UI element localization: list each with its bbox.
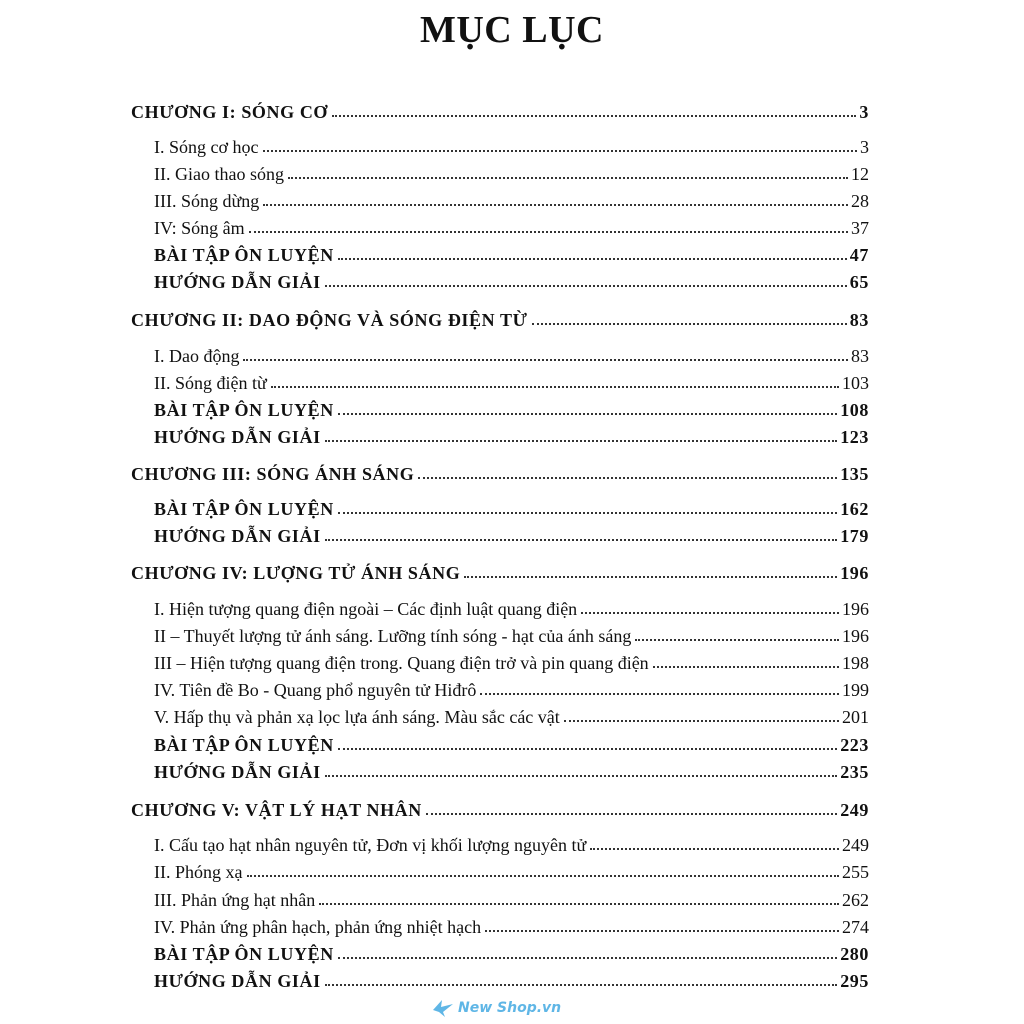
toc-page-number: 223 <box>840 735 869 755</box>
dot-leader <box>581 612 839 614</box>
toc-exercise-row[interactable] <box>154 396 869 420</box>
toc-section-row[interactable] <box>154 913 869 937</box>
toc-exercise-row[interactable] <box>154 495 869 519</box>
toc-entry-title: BÀI TẬP ÔN LUYỆN <box>154 944 334 964</box>
dot-leader <box>418 477 837 479</box>
toc-page-number: 274 <box>842 917 869 937</box>
toc-section-row[interactable] <box>154 133 869 157</box>
dot-leader <box>247 875 840 877</box>
toc-entry-title: HƯỚNG DẪN GIẢI <box>154 427 321 447</box>
dot-leader <box>590 848 839 850</box>
dot-leader <box>564 720 839 722</box>
dot-leader <box>532 323 847 325</box>
toc-entry-title: CHƯƠNG II: DAO ĐỘNG VÀ SÓNG ĐIỆN TỪ <box>131 310 528 330</box>
toc-exercise-row[interactable] <box>154 423 869 447</box>
toc-section-row[interactable] <box>154 676 869 700</box>
toc-section-row[interactable] <box>154 595 869 619</box>
dot-leader <box>319 903 839 905</box>
toc-exercise-row[interactable] <box>154 268 869 292</box>
toc-section-row[interactable] <box>154 703 869 727</box>
toc-page-number: 123 <box>840 427 869 447</box>
toc-exercise-row[interactable] <box>154 731 869 755</box>
toc-section-row[interactable] <box>154 187 869 211</box>
toc-entry-title: IV: Sóng âm <box>154 218 245 238</box>
toc-section-row[interactable] <box>154 649 869 673</box>
toc-chapter-row[interactable] <box>131 559 869 583</box>
toc-entry-title: BÀI TẬP ÔN LUYỆN <box>154 499 334 519</box>
toc-section-row[interactable] <box>154 858 869 882</box>
toc-chapter-row[interactable] <box>131 98 869 122</box>
toc-entry-title: IV. Phản ứng phân hạch, phản ứng nhiệt hạch <box>154 917 482 937</box>
toc-section-row[interactable] <box>154 886 869 910</box>
dot-leader <box>464 576 837 578</box>
dot-leader <box>338 413 837 415</box>
toc-entry-title: CHƯƠNG V: VẬT LÝ HẠT NHÂN <box>131 800 422 820</box>
toc-section-row[interactable] <box>154 160 869 184</box>
dot-leader <box>325 539 837 541</box>
toc-entry-title: I. Dao động <box>154 346 240 366</box>
toc-entry-title: HƯỚNG DẪN GIẢI <box>154 971 321 991</box>
dot-leader <box>325 285 847 287</box>
toc-page-number: 83 <box>851 346 869 366</box>
toc-entry-title: CHƯƠNG III: SÓNG ÁNH SÁNG <box>131 464 415 484</box>
toc-entry-title: III – Hiện tượng quang điện trong. Quang điện trở và pin quang điện <box>154 653 649 673</box>
toc-entry-title: I. Cấu tạo hạt nhân nguyên tử, Đơn vị khối lượng nguyên tử <box>154 835 587 855</box>
toc-page-number: 162 <box>840 499 869 519</box>
toc-page-number: 280 <box>840 944 869 964</box>
toc-entry-title: I. Hiện tượng quang điện ngoài – Các định luật quang điện <box>154 599 578 619</box>
toc-page-number: 196 <box>842 626 869 646</box>
dot-leader <box>480 693 839 695</box>
toc-page-number: 103 <box>842 373 869 393</box>
toc-page-number: 201 <box>842 707 869 727</box>
dot-leader <box>338 748 837 750</box>
toc-entry-title: IV. Tiên đề Bo - Quang phổ nguyên tử Hiđrô <box>154 680 477 700</box>
dot-leader <box>263 150 857 152</box>
toc-entry-title: BÀI TẬP ÔN LUYỆN <box>154 735 334 755</box>
toc-page-number: 199 <box>842 680 869 700</box>
toc-entry-title: BÀI TẬP ÔN LUYỆN <box>154 400 334 420</box>
toc-page-number: 249 <box>842 835 869 855</box>
dot-leader <box>243 359 848 361</box>
toc-page-number: 3 <box>860 137 869 157</box>
toc-entry-title: BÀI TẬP ÔN LUYỆN <box>154 245 334 265</box>
toc-entry-title: CHƯƠNG I: SÓNG CƠ <box>131 102 329 122</box>
dot-leader <box>635 639 839 641</box>
dot-leader <box>288 177 848 179</box>
toc-section-row[interactable] <box>154 622 869 646</box>
dot-leader <box>332 115 856 117</box>
toc-entry-title: CHƯƠNG IV: LƯỢNG TỬ ÁNH SÁNG <box>131 563 461 583</box>
toc-entry-title: I. Sóng cơ học <box>154 137 259 157</box>
toc-page-number: 83 <box>849 310 869 330</box>
dot-leader <box>426 813 837 815</box>
toc-page-number: 47 <box>849 245 869 265</box>
dot-leader <box>325 984 837 986</box>
toc-exercise-row[interactable] <box>154 522 869 546</box>
toc-page-number: 179 <box>840 526 869 546</box>
shop-watermark <box>432 995 561 1021</box>
toc-page-number: 196 <box>842 599 869 619</box>
toc-page-number: 65 <box>849 272 869 292</box>
toc-page-number: 262 <box>842 890 869 910</box>
dot-leader <box>485 930 839 932</box>
toc-entry-title: HƯỚNG DẪN GIẢI <box>154 526 321 546</box>
dot-leader <box>325 775 837 777</box>
toc-entry-title: III. Sóng dừng <box>154 191 260 211</box>
toc-entry-title: II. Sóng điện từ <box>154 373 267 393</box>
toc-page-number: 295 <box>840 971 869 991</box>
bird-logo-icon <box>432 998 454 1018</box>
dot-leader <box>249 231 848 233</box>
toc-chapter-row[interactable] <box>131 306 869 330</box>
toc-page-number: 198 <box>842 653 869 673</box>
toc-page-number: 3 <box>859 102 869 122</box>
dot-leader <box>338 512 837 514</box>
page-title: MỤC LỤC <box>420 9 604 51</box>
toc-exercise-row[interactable] <box>154 967 869 991</box>
toc-section-row[interactable] <box>154 214 869 238</box>
toc-page-number: 249 <box>840 800 869 820</box>
toc-page-number: 12 <box>851 164 869 184</box>
toc-entry-title: II – Thuyết lượng tử ánh sáng. Lưỡng tính sóng - hạt của ánh sáng <box>154 626 632 646</box>
toc-page-number: 235 <box>840 762 869 782</box>
toc-chapter-row[interactable] <box>131 460 869 484</box>
watermark-text: New Shop.vn <box>458 1000 562 1016</box>
toc-exercise-row[interactable] <box>154 758 869 782</box>
toc-entry-title: II. Giao thao sóng <box>154 164 284 184</box>
toc-exercise-row[interactable] <box>154 241 869 265</box>
dot-leader <box>325 440 837 442</box>
toc-page-number: 108 <box>840 400 869 420</box>
dot-leader <box>263 204 848 206</box>
dot-leader <box>653 666 839 668</box>
toc-page-number: 28 <box>851 191 869 211</box>
toc-page-number: 37 <box>851 218 869 238</box>
toc-page-number: 196 <box>840 563 869 583</box>
dot-leader <box>338 957 837 959</box>
toc-section-row[interactable] <box>154 831 869 855</box>
toc-exercise-row[interactable] <box>154 940 869 964</box>
toc-page-number: 135 <box>840 464 869 484</box>
toc-section-row[interactable] <box>154 342 869 366</box>
toc-chapter-row[interactable] <box>131 796 869 820</box>
dot-leader <box>338 258 847 260</box>
toc-entry-title: V. Hấp thụ và phản xạ lọc lựa ánh sáng. Màu sắc các vật <box>154 707 560 727</box>
toc-page-number: 255 <box>842 862 869 882</box>
toc-entry-title: II. Phóng xạ <box>154 862 243 882</box>
toc-entry-title: HƯỚNG DẪN GIẢI <box>154 762 321 782</box>
dot-leader <box>271 386 839 388</box>
toc-section-row[interactable] <box>154 369 869 393</box>
toc-entry-title: HƯỚNG DẪN GIẢI <box>154 272 321 292</box>
toc-entry-title: III. Phản ứng hạt nhân <box>154 890 316 910</box>
